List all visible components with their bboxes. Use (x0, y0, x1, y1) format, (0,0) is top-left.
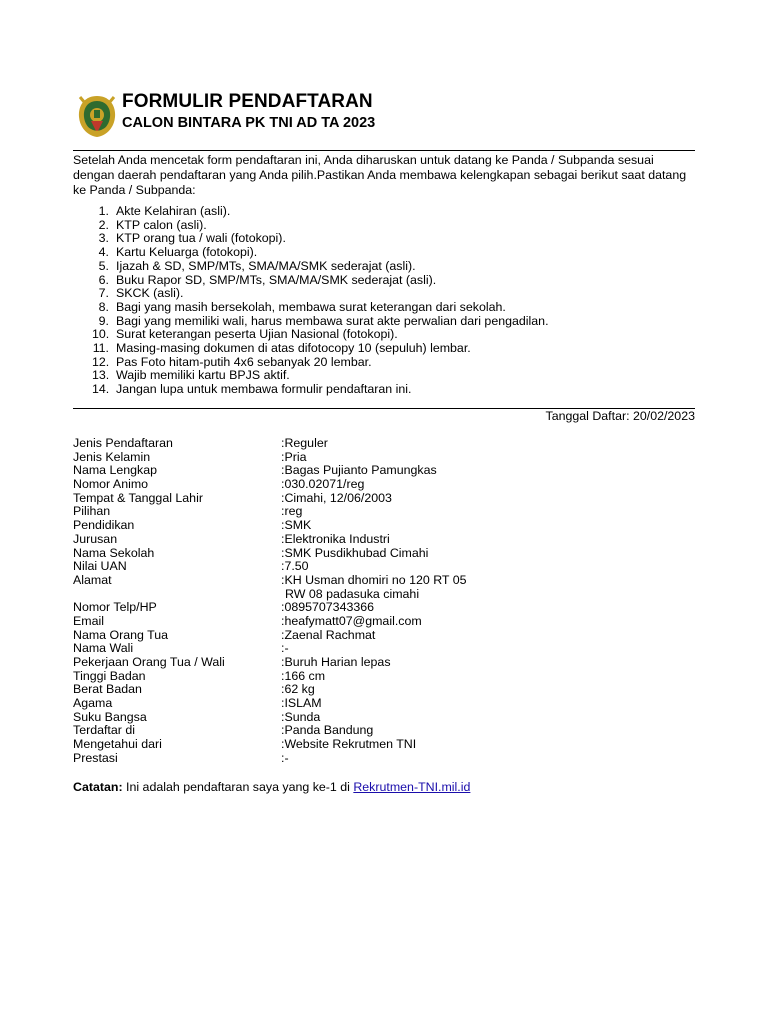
field-value: :ISLAM (281, 696, 322, 711)
field-value: :Sunda (281, 709, 321, 724)
list-item-text: Ijazah & SD, SMP/MTs, SMA/MA/SMK sederajat (asli). (116, 258, 416, 273)
address-value (281, 574, 467, 601)
list-item (92, 328, 549, 342)
requirements-list (92, 205, 549, 397)
field-label: Nomor Telp/HP (73, 600, 157, 615)
list-item-text: Surat keterangan peserta Ujian Nasional (fotokopi). (116, 327, 398, 342)
list-item (92, 301, 549, 315)
field-label: Pekerjaan Orang Tua / Wali (73, 655, 225, 670)
form-title: FORMULIR PENDAFTARAN (122, 91, 373, 112)
field-value: :7.50 (281, 559, 309, 574)
list-item-text: Pas Foto hitam-putih 4x6 sebanyak 20 lembar. (116, 354, 372, 369)
list-item-number: 7. (98, 286, 109, 301)
list-item-number: 3. (98, 231, 109, 246)
field-label: Pilihan (73, 504, 111, 519)
list-item-number: 5. (98, 258, 109, 273)
field-value: :0895707343366 (281, 600, 375, 615)
list-item (92, 219, 549, 233)
list-item-number: 1. (98, 204, 109, 218)
field-label: Mengetahui dari (73, 737, 162, 752)
field-value: :166 cm (281, 668, 326, 683)
list-item-text: KTP orang tua / wali (fotokopi). (116, 231, 286, 246)
field-label: Pendidikan (73, 518, 135, 533)
field-label: Tinggi Badan (73, 668, 146, 683)
field-label: Tempat & Tanggal Lahir (73, 490, 203, 505)
field-label: Agama (73, 696, 113, 711)
field-value: :SMK (281, 518, 312, 533)
list-item-text: KTP calon (asli). (116, 217, 207, 232)
top-divider (73, 150, 695, 151)
field-value-line-2: RW 08 padasuka cimahi (285, 586, 420, 601)
field-label: Nilai UAN (73, 559, 127, 574)
field-value: :Cimahi, 12/06/2003 (281, 490, 392, 505)
list-item (92, 287, 549, 301)
list-item-number: 12. (92, 354, 110, 369)
form-subtitle: CALON BINTARA PK TNI AD TA 2023 (122, 115, 376, 131)
list-item-number: 11. (92, 341, 109, 356)
list-item-text: Wajib memiliki kartu BPJS aktif. (116, 368, 290, 383)
list-item-text: Bagi yang memiliki wali, harus membawa surat akte perwalian dari pengadilan. (116, 313, 549, 328)
list-item-text: Akte Kelahiran (asli). (116, 204, 231, 218)
list-item (92, 383, 549, 397)
field-value: :030.02071/reg (281, 477, 365, 492)
list-item-number: 10. (92, 327, 110, 342)
list-item-text: SKCK (asli). (116, 286, 184, 301)
list-item-number: 8. (98, 299, 109, 314)
list-item (92, 246, 549, 260)
form-header (73, 88, 695, 144)
list-item (92, 315, 549, 329)
field-value: :SMK Pusdikhubad Cimahi (281, 545, 429, 560)
field-value: :heafymatt07@gmail.com (281, 613, 422, 628)
field-value: :Buruh Harian lepas (281, 655, 391, 670)
army-emblem-icon (76, 93, 118, 139)
note-label: Catatan: (73, 780, 123, 794)
list-item-text: Buku Rapor SD, SMP/MTs, SMA/MA/SMK sederajat (asli). (116, 272, 437, 287)
field-value: :Pria (281, 449, 307, 464)
field-value: :Bagas Pujianto Pamungkas (281, 463, 437, 478)
list-item-text: Kartu Keluarga (fotokopi). (116, 245, 258, 260)
field-value: :Reguler (281, 436, 328, 450)
field-value: :KH Usman dhomiri no 120 RT 05 (281, 572, 467, 587)
field-value: :- (281, 641, 289, 656)
field-value: :reg (281, 504, 303, 519)
field-value: :Elektronika Industri (281, 531, 390, 546)
list-item (92, 342, 549, 356)
field-label: Suku Bangsa (73, 709, 147, 724)
field-label: Jenis Kelamin (73, 449, 151, 464)
list-item (92, 356, 549, 370)
list-item-number: 2. (98, 217, 109, 232)
list-item-text: Jangan lupa untuk membawa formulir pendaftaran ini. (116, 382, 412, 397)
list-item-text: Masing-masing dokumen di atas difotocopy 10 (sepuluh) lembar. (116, 341, 471, 356)
field-value: :Zaenal Rachmat (281, 627, 376, 642)
field-label: Nama Wali (73, 641, 134, 656)
list-item (92, 369, 549, 383)
registration-date: Tanggal Daftar: 20/02/2023 (545, 409, 695, 423)
field-label: Jurusan (73, 531, 118, 546)
list-item (92, 274, 549, 288)
field-label: Nama Lengkap (73, 463, 158, 478)
field-label: Email (73, 613, 104, 628)
list-item-number: 6. (98, 272, 109, 287)
field-value: :62 kg (281, 682, 315, 697)
field-label: Nama Sekolah (73, 545, 155, 560)
recruitment-site-link[interactable]: Rekrutmen-TNI.mil.id (353, 780, 471, 794)
field-label: Terdaftar di (73, 723, 135, 738)
list-item-number: 13. (92, 368, 110, 383)
intro-paragraph: Setelah Anda mencetak form pendaftaran ini, Anda diharuskan untuk datang ke Panda / Subpanda sesuai dengan daerah pendaftaran yang Anda pilih.Pastikan Anda membawa kelengkapan sebagai berikut saat datang ke Panda / Subpanda: (73, 153, 687, 197)
note-text: Ini adalah pendaftaran saya yang ke-1 di (122, 780, 354, 794)
field-label: Prestasi (73, 750, 118, 765)
list-item-text: Bagi yang masih bersekolah, membawa surat keterangan dari sekolah. (116, 299, 506, 314)
list-item-number: 9. (98, 313, 109, 328)
field-label: Jenis Pendaftaran (73, 436, 173, 450)
list-item-number: 14. (92, 382, 110, 397)
field-value: :Website Rekrutmen TNI (281, 737, 417, 752)
field-value: :Panda Bandung (281, 723, 374, 738)
list-item (92, 205, 549, 219)
field-label: Nomor Animo (73, 477, 149, 492)
field-label: Nama Orang Tua (73, 627, 169, 642)
list-item (92, 260, 549, 274)
field-label: Alamat (73, 572, 112, 587)
field-label: Berat Badan (73, 682, 142, 697)
list-item (92, 232, 549, 246)
list-item-number: 4. (98, 245, 109, 260)
note-line (73, 780, 470, 794)
field-value: :- (281, 750, 289, 765)
